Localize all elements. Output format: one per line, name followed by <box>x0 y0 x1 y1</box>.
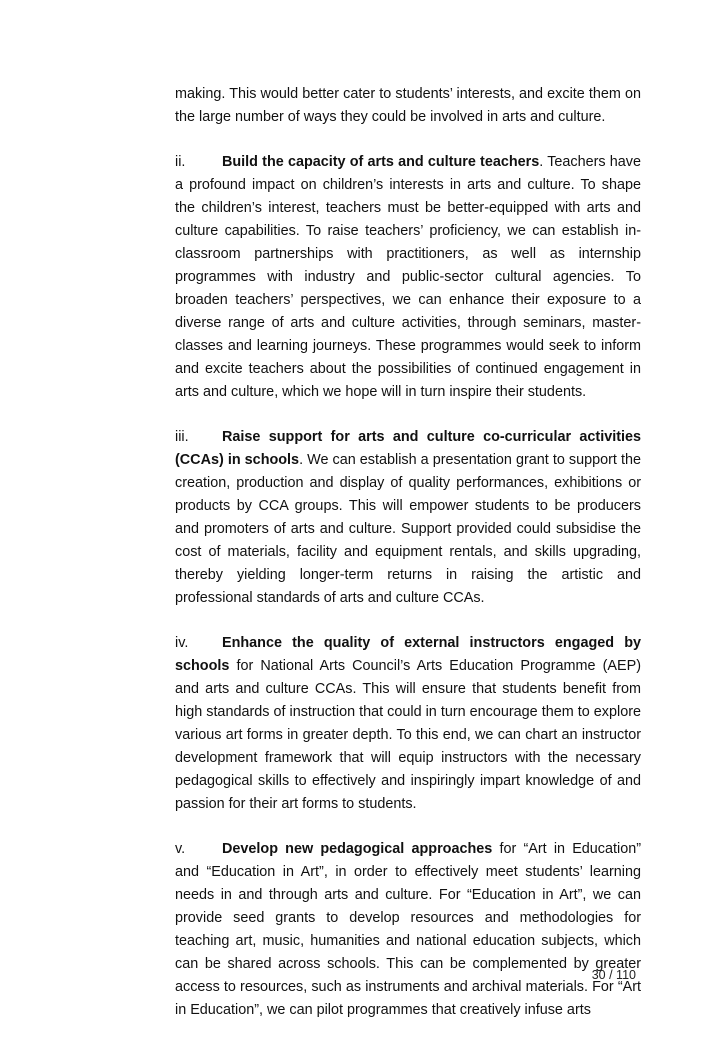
item-heading: Raise support for arts and culture co-curricular activities (CCAs) in schools <box>175 429 641 468</box>
paragraph-item-iv <box>175 632 641 816</box>
item-number: ii. <box>175 154 186 170</box>
item-heading: Enhance the quality of external instructors engaged by schools <box>175 635 641 674</box>
paragraph-text: making. This would better cater to students’ interests, and excite them on the large number of ways they could be involved in arts and culture. <box>175 86 641 125</box>
paragraph-continuation <box>175 83 641 129</box>
item-heading: Develop new pedagogical approaches <box>222 841 493 857</box>
document-body <box>175 83 641 1044</box>
paragraph-item-ii <box>175 151 641 404</box>
page-number: 30 / 110 <box>591 968 636 982</box>
paragraph-text: . We can establish a presentation grant to support the creation, production and display of quality performances, exhibitions or products by CCA groups. This will empower students to be producers and promoters of arts and culture. Support provided could subsidise the cost of materials, facility and equipment rentals, and skills upgrading, thereby yielding longer-term returns in raising the artistic and professional standards of arts and culture CCAs. <box>175 452 641 606</box>
item-number: iii. <box>175 429 189 445</box>
item-number: v. <box>175 841 186 857</box>
paragraph-text: . Teachers have a profound impact on children’s interests in arts and culture. To shape the children’s interest, teachers must be better-equipped with arts and culture capabilities. To raise teachers’ proficiency, we can establish in-classroom partnerships with practitioners, as well as internship programmes with industry and public-sector cultural agencies. To broaden teachers’ perspectives, we can enhance their exposure to a diverse range of arts and culture activities, through seminars, master-classes and learning journeys. These programmes would seek to inform and excite teachers about the possibilities of continued engagement in arts and culture, which we hope will in turn inspire their students. <box>175 154 641 400</box>
item-heading: Build the capacity of arts and culture teachers <box>222 154 540 170</box>
paragraph-item-iii <box>175 426 641 610</box>
paragraph-text: for National Arts Council’s Arts Education Programme (AEP) and arts and culture CCAs. This will ensure that students benefit from high standards of instruction that could in turn encourage them to explore various art forms in greater depth. To this end, we can chart an instructor development framework that will equip instructors with the necessary pedagogical skills to effectively and inspiringly impart knowledge of and passion for their art forms to students. <box>175 658 641 812</box>
paragraph-item-v <box>175 838 641 1022</box>
paragraph-text: for “Art in Education” and “Education in Art”, in order to effectively meet students’ learning needs in and through arts and culture. For “Education in Art”, we can provide seed grants to develop resources and methodologies for teaching art, music, humanities and national education subjects, which can be shared across schools. This can be complemented by greater access to resources, such as instruments and archival materials. For “Art in Education”, we can pilot programmes that creatively infuse arts <box>175 841 641 1018</box>
item-number: iv. <box>175 635 189 651</box>
